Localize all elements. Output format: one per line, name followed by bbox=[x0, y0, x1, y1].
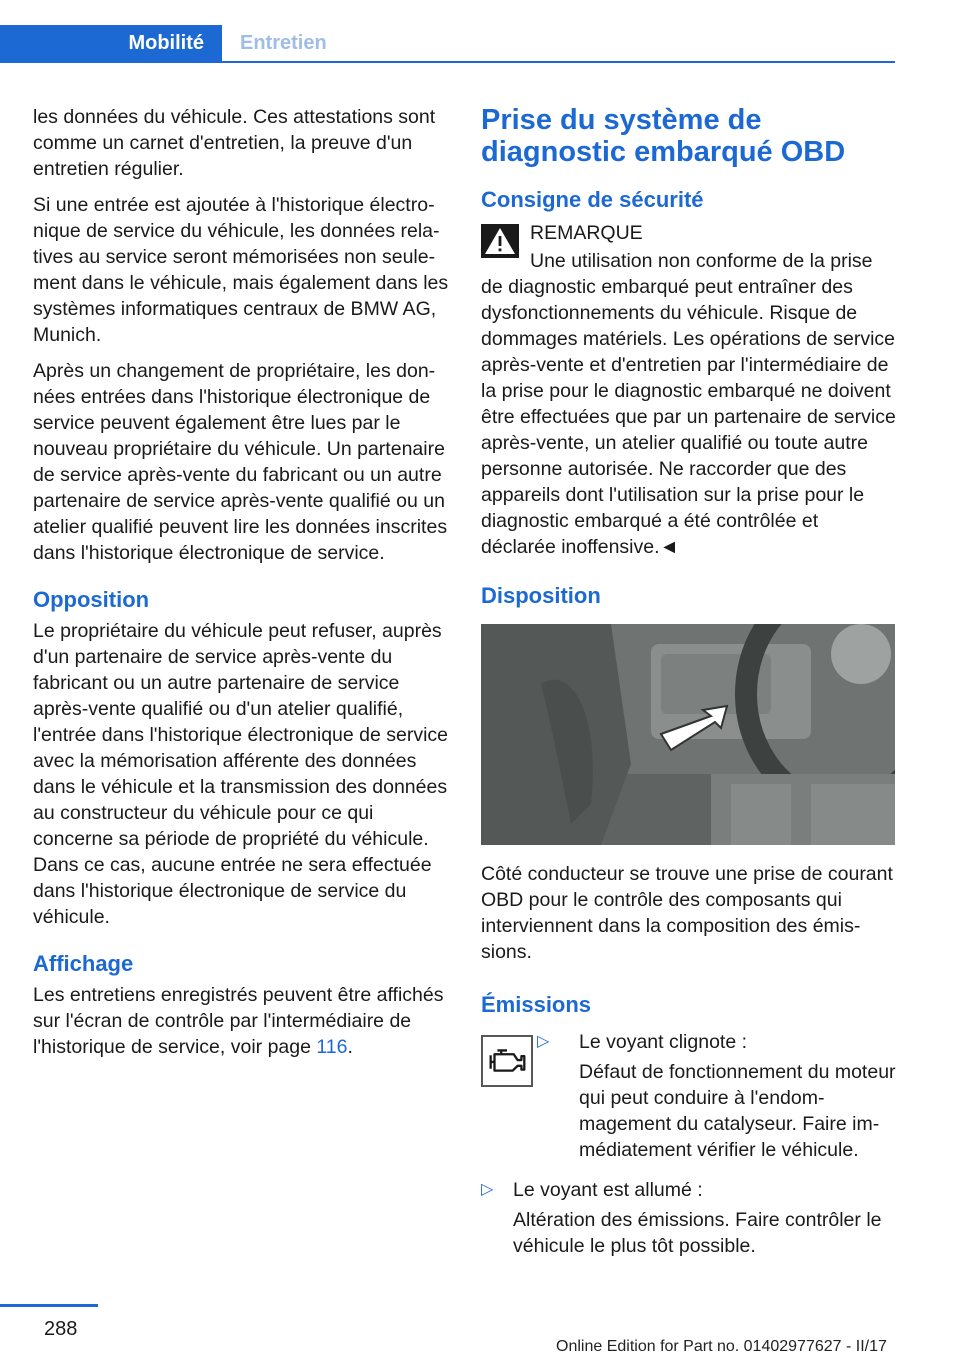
section-title: Prise du système de diagnostic embarqué OBD bbox=[481, 104, 846, 168]
obd-location-photo bbox=[481, 624, 895, 845]
footer-rule bbox=[0, 1304, 98, 1307]
item-body: Défaut de fonctionnement du moteur qui peut conduire à l'endommagement du catalyseur. Faire immédiatement vérifier le véhicule. bbox=[579, 1061, 896, 1161]
affichage-text bbox=[33, 982, 449, 1060]
engine-check-icon bbox=[481, 1035, 533, 1087]
paragraph-2: Si une entrée est ajoutée à l'historique électronique de service du véhicule, les données relatives au service seront mémorisées non seulement dans le véhicule, mais également dans les systèmes informatiques centraux de BMW AG, Munich. bbox=[33, 194, 449, 346]
safety-heading: Consigne de sécurité bbox=[481, 187, 704, 212]
list-item bbox=[481, 1177, 896, 1259]
emissions-list bbox=[481, 1029, 896, 1259]
bullet-icon: ▷ bbox=[481, 1181, 494, 1198]
item-body: Altération des émissions. Faire contrôler le véhicule le plus tôt possible. bbox=[513, 1209, 882, 1257]
affichage-heading: Affichage bbox=[33, 951, 134, 976]
list-item bbox=[537, 1029, 896, 1163]
bullet-icon: ▷ bbox=[537, 1033, 550, 1050]
disposition-text: Côté conducteur se trouve une prise de courant OBD pour le contrôle des composants qui interviennent dans la composition des émissions. bbox=[481, 863, 893, 963]
warning-label: REMARQUE bbox=[530, 222, 643, 244]
paragraph-1: les données du véhicule. Ces attestations sont comme un carnet d'entretien, la preuve d'un entretien régulier. bbox=[33, 106, 436, 180]
tab-mobilite[interactable]: Mobilité bbox=[0, 25, 222, 61]
opposition-text: Le propriétaire du véhicule peut refuser, auprès d'un partenaire de service après-vente du fabricant ou un autre partenaire de service après-vente qualifié ou d'un atelier qualifié, l'entrée dans l'historique électronique de service avec la mémorisation afférente des données dans le véhicule et la transmission des données au constructeur du véhicule pour ce qui concerne sa période de propriété du véhicule. Dans ce cas, aucune entrée ne sera effectuée dans l'historique électronique de service du véhicule. bbox=[33, 620, 449, 928]
warning-block bbox=[481, 218, 896, 560]
affichage-text-end: . bbox=[347, 1036, 353, 1058]
warning-triangle-icon bbox=[481, 224, 519, 258]
disposition-heading: Disposition bbox=[481, 583, 601, 608]
warning-text-first: Une utilisation non conforme de la prise bbox=[530, 250, 873, 272]
item-heading: Le voyant est allumé : bbox=[513, 1179, 703, 1201]
paragraph-3: Après un changement de propriétaire, les données entrées dans l'historique électronique de service peuvent également être lues par le nouveau propriétaire du véhicule. Un partenaire de service après-vente du fabricant ou un autre partenaire de service après-vente qualifié ou un atelier qualifié peuvent lire les données inscrites dans l'historique électronique de service. bbox=[33, 360, 448, 564]
warning-text: de diagnostic embarqué peut entraîner des dysfonctionnements du véhicule. Risque de dommages matériels. Les opérations de service après-vente et d'entretien par l'intermédiaire de la prise pour le diagnostic embarqué ne doivent être effectuées que par un partenaire de service après-vente, un atelier qualifié ou toute autre personne autorisée. Ne raccorder que des appareils dont l'utilisation sur la prise pour le diagnostic embarqué a été contrôlée et déclarée inoffensive.◄ bbox=[481, 276, 896, 558]
item-heading: Le voyant clignote : bbox=[579, 1031, 748, 1053]
right-column bbox=[481, 104, 896, 1259]
page-number: 288 bbox=[44, 1318, 78, 1340]
header-tabs bbox=[0, 25, 895, 63]
page-link[interactable]: 116 bbox=[316, 1036, 348, 1058]
emissions-heading: Émissions bbox=[481, 992, 592, 1017]
tab-entretien[interactable]: Entretien bbox=[240, 32, 327, 54]
left-column bbox=[33, 104, 449, 1070]
affichage-text-body: Les entretiens enregistrés peuvent être affichés sur l'écran de contrôle par l'intermédiaire de l'historique de service, voir page bbox=[33, 984, 444, 1058]
opposition-heading: Opposition bbox=[33, 587, 150, 612]
edition-text: Online Edition for Part no. 01402977627 - II/17 bbox=[556, 1338, 887, 1355]
